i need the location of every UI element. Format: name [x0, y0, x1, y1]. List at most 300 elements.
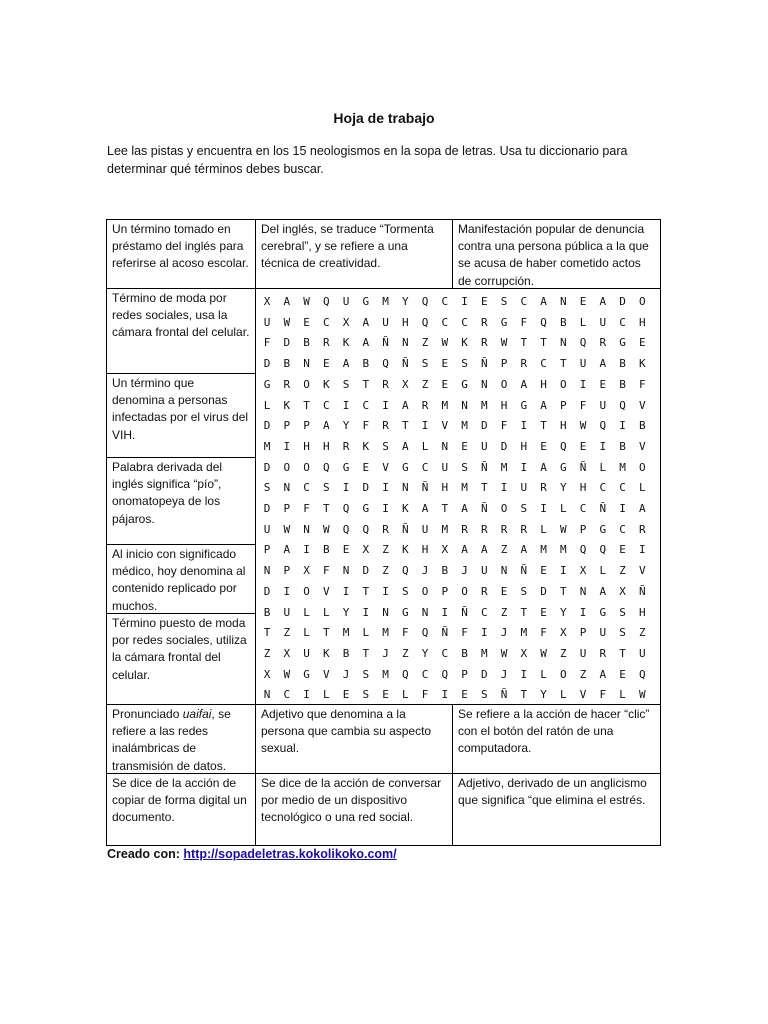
grid-letter[interactable]: N	[401, 481, 409, 495]
grid-letter[interactable]: I	[283, 584, 291, 598]
grid-letter[interactable]: Y	[401, 295, 409, 308]
grid-letter[interactable]: I	[303, 543, 310, 557]
grid-letter[interactable]: L	[559, 502, 567, 515]
grid-letter[interactable]: E	[461, 439, 468, 453]
grid-letter[interactable]: W	[500, 646, 508, 660]
grid-letter[interactable]: O	[559, 667, 567, 681]
grid-letter[interactable]: T	[303, 398, 310, 412]
grid-letter[interactable]: O	[638, 460, 646, 474]
grid-letter[interactable]: H	[540, 377, 547, 391]
grid-letter[interactable]: N	[480, 377, 488, 391]
grid-letter[interactable]: X	[441, 543, 449, 557]
grid-letter[interactable]: G	[500, 315, 508, 329]
grid-letter[interactable]: D	[283, 336, 291, 350]
grid-letter[interactable]: R	[599, 336, 607, 350]
grid-letter[interactable]: U	[263, 522, 271, 536]
grid-letter[interactable]: W	[441, 336, 449, 350]
grid-letter[interactable]: V	[322, 584, 330, 598]
grid-letter[interactable]: A	[599, 667, 607, 681]
grid-letter[interactable]: P	[441, 584, 449, 598]
grid-letter[interactable]: H	[401, 315, 409, 329]
grid-letter[interactable]: H	[579, 481, 587, 495]
grid-letter[interactable]: T	[322, 626, 330, 640]
grid-letter[interactable]: R	[540, 481, 547, 495]
grid-letter[interactable]: A	[461, 543, 468, 557]
grid-letter[interactable]: F	[461, 626, 468, 640]
grid-letter[interactable]: Ñ	[579, 460, 587, 474]
grid-letter[interactable]: N	[579, 584, 587, 598]
grid-letter[interactable]: U	[342, 295, 350, 308]
grid-letter[interactable]: Q	[579, 543, 587, 557]
grid-letter[interactable]: C	[441, 646, 449, 660]
grid-letter[interactable]: R	[283, 377, 291, 391]
grid-letter[interactable]: C	[303, 481, 310, 495]
grid-letter[interactable]: N	[263, 564, 271, 578]
grid-letter[interactable]: X	[362, 543, 370, 557]
grid-letter[interactable]: R	[382, 377, 389, 391]
grid-letter[interactable]: R	[480, 522, 488, 536]
grid-letter[interactable]: A	[520, 377, 528, 391]
grid-letter[interactable]: V	[638, 439, 646, 453]
grid-letter[interactable]: A	[599, 295, 607, 308]
grid-letter[interactable]: Y	[342, 605, 350, 619]
grid-letter[interactable]: Q	[362, 522, 370, 536]
grid-letter[interactable]: L	[322, 688, 330, 702]
grid-letter[interactable]: B	[619, 357, 626, 371]
grid-letter[interactable]: S	[619, 626, 626, 640]
grid-letter[interactable]: E	[619, 543, 626, 557]
grid-letter[interactable]: Q	[342, 522, 350, 536]
grid-letter[interactable]: Z	[638, 626, 646, 640]
grid-letter[interactable]: P	[579, 626, 587, 640]
grid-letter[interactable]: M	[382, 626, 389, 640]
grid-letter[interactable]: M	[480, 646, 488, 660]
grid-letter[interactable]: I	[382, 481, 389, 495]
grid-letter[interactable]: P	[559, 398, 567, 412]
grid-letter[interactable]: P	[263, 543, 271, 557]
grid-letter[interactable]: B	[283, 357, 291, 371]
grid-letter[interactable]: D	[263, 419, 271, 433]
grid-letter[interactable]: B	[303, 336, 310, 350]
grid-letter[interactable]: F	[401, 626, 409, 640]
grid-letter[interactable]: D	[500, 439, 508, 453]
grid-letter[interactable]: O	[283, 460, 291, 474]
grid-letter[interactable]: W	[303, 295, 310, 308]
grid-letter[interactable]: E	[303, 315, 310, 329]
grid-letter[interactable]: Ñ	[382, 336, 389, 350]
grid-letter[interactable]: F	[303, 502, 310, 515]
grid-letter[interactable]: A	[421, 502, 429, 515]
grid-letter[interactable]: N	[303, 357, 310, 371]
grid-letter[interactable]: Z	[382, 543, 389, 557]
grid-letter[interactable]: G	[362, 295, 370, 308]
grid-letter[interactable]: G	[303, 667, 310, 681]
grid-letter[interactable]: E	[322, 357, 330, 371]
grid-letter[interactable]: L	[322, 605, 330, 619]
grid-letter[interactable]: I	[362, 605, 370, 619]
grid-letter[interactable]: Z	[619, 564, 626, 578]
grid-letter[interactable]: F	[421, 688, 429, 702]
grid-letter[interactable]: B	[441, 564, 449, 578]
grid-letter[interactable]: G	[559, 460, 567, 474]
grid-letter[interactable]: S	[382, 439, 389, 453]
grid-letter[interactable]: Y	[540, 688, 547, 702]
grid-letter[interactable]: R	[382, 419, 389, 433]
grid-letter[interactable]: X	[263, 667, 271, 681]
grid-letter[interactable]: W	[283, 522, 291, 536]
grid-letter[interactable]: I	[579, 377, 587, 391]
grid-letter[interactable]: O	[303, 584, 310, 598]
grid-letter[interactable]: T	[559, 584, 567, 598]
grid-letter[interactable]: D	[362, 564, 370, 578]
grid-letter[interactable]: U	[263, 315, 271, 329]
grid-letter[interactable]: I	[559, 564, 567, 578]
grid-letter[interactable]: H	[638, 315, 646, 329]
grid-letter[interactable]: W	[322, 522, 330, 536]
grid-letter[interactable]: E	[540, 439, 547, 453]
grid-letter[interactable]: Q	[599, 543, 607, 557]
grid-letter[interactable]: C	[619, 481, 626, 495]
grid-letter[interactable]: S	[421, 357, 429, 371]
grid-letter[interactable]: I	[461, 295, 468, 308]
grid-letter[interactable]: Z	[382, 564, 389, 578]
grid-letter[interactable]: S	[619, 605, 626, 619]
grid-letter[interactable]: T	[520, 688, 528, 702]
grid-letter[interactable]: Z	[421, 336, 429, 350]
grid-letter[interactable]: N	[559, 336, 567, 350]
grid-letter[interactable]: A	[599, 584, 607, 598]
grid-letter[interactable]: Q	[619, 398, 626, 412]
grid-letter[interactable]: F	[540, 626, 547, 640]
grid-letter[interactable]: R	[480, 584, 488, 598]
grid-letter[interactable]: Ñ	[599, 502, 607, 515]
grid-letter[interactable]: F	[520, 315, 528, 329]
grid-letter[interactable]: S	[401, 584, 409, 598]
grid-letter[interactable]: F	[500, 419, 508, 433]
grid-letter[interactable]: E	[579, 295, 587, 308]
grid-letter[interactable]: B	[619, 439, 626, 453]
grid-letter[interactable]: U	[480, 439, 488, 453]
grid-letter[interactable]: D	[263, 357, 271, 371]
grid-letter[interactable]: E	[619, 667, 626, 681]
grid-letter[interactable]: L	[619, 688, 626, 702]
grid-letter[interactable]: I	[619, 502, 626, 515]
grid-letter[interactable]: W	[283, 667, 291, 681]
grid-letter[interactable]: L	[303, 605, 310, 619]
grid-letter[interactable]: M	[441, 522, 449, 536]
grid-letter[interactable]: C	[362, 398, 370, 412]
grid-letter[interactable]: F	[638, 377, 646, 391]
grid-letter[interactable]: L	[599, 460, 607, 474]
grid-letter[interactable]: E	[342, 688, 350, 702]
grid-letter[interactable]: G	[599, 522, 607, 536]
grid-letter[interactable]: M	[559, 543, 567, 557]
grid-letter[interactable]: D	[263, 502, 271, 515]
grid-letter[interactable]: I	[382, 398, 389, 412]
grid-letter[interactable]: R	[638, 522, 646, 536]
grid-letter[interactable]: N	[559, 295, 567, 308]
grid-letter[interactable]: A	[520, 543, 528, 557]
grid-letter[interactable]: L	[638, 481, 646, 495]
grid-letter[interactable]: E	[342, 543, 350, 557]
grid-letter[interactable]: O	[559, 377, 567, 391]
word-search-grid[interactable]	[255, 288, 661, 705]
grid-letter[interactable]: B	[559, 315, 567, 329]
grid-letter[interactable]: S	[520, 502, 528, 515]
grid-letter[interactable]: E	[599, 377, 607, 391]
grid-letter[interactable]: K	[401, 543, 409, 557]
grid-letter[interactable]: I	[599, 439, 607, 453]
grid-letter[interactable]: Z	[579, 667, 587, 681]
grid-letter[interactable]: I	[540, 502, 547, 515]
grid-letter[interactable]: R	[480, 336, 488, 350]
grid-letter[interactable]: S	[520, 584, 528, 598]
grid-letter[interactable]: M	[461, 419, 468, 433]
grid-letter[interactable]: C	[322, 398, 330, 412]
grid-letter[interactable]: X	[520, 646, 528, 660]
grid-letter[interactable]: U	[599, 398, 607, 412]
grid-letter[interactable]: H	[441, 481, 449, 495]
grid-letter[interactable]: Q	[638, 667, 646, 681]
grid-letter[interactable]: R	[461, 522, 468, 536]
grid-letter[interactable]: C	[599, 481, 607, 495]
grid-letter[interactable]: I	[520, 667, 528, 681]
grid-letter[interactable]: R	[520, 522, 528, 536]
grid-letter[interactable]: L	[599, 564, 607, 578]
grid-letter[interactable]: C	[619, 522, 626, 536]
grid-letter[interactable]: Ñ	[401, 357, 409, 371]
grid-letter[interactable]: D	[540, 584, 547, 598]
grid-letter[interactable]: Z	[401, 646, 409, 660]
grid-letter[interactable]: B	[342, 646, 350, 660]
grid-letter[interactable]: A	[401, 398, 409, 412]
grid-letter[interactable]: Z	[500, 605, 508, 619]
grid-letter[interactable]: K	[461, 336, 468, 350]
grid-letter[interactable]: Q	[579, 336, 587, 350]
grid-letter[interactable]: A	[540, 295, 547, 308]
grid-letter[interactable]: K	[283, 398, 291, 412]
grid-letter[interactable]: K	[342, 336, 350, 350]
grid-letter[interactable]: I	[342, 481, 350, 495]
grid-letter[interactable]: E	[461, 688, 468, 702]
grid-letter[interactable]: V	[579, 688, 587, 702]
grid-letter[interactable]: C	[421, 667, 429, 681]
grid-letter[interactable]: I	[421, 419, 429, 433]
grid-letter[interactable]: A	[401, 439, 409, 453]
grid-letter[interactable]: D	[263, 460, 271, 474]
grid-letter[interactable]: I	[520, 419, 528, 433]
grid-letter[interactable]: Ñ	[520, 564, 528, 578]
grid-letter[interactable]: A	[638, 502, 646, 515]
grid-letter[interactable]: E	[362, 460, 370, 474]
grid-letter[interactable]: X	[579, 564, 587, 578]
grid-letter[interactable]: G	[599, 605, 607, 619]
grid-letter[interactable]: K	[322, 646, 330, 660]
grid-letter[interactable]: B	[263, 605, 271, 619]
grid-letter[interactable]: R	[520, 357, 528, 371]
footer-link[interactable]: http://sopadeletras.kokolikoko.com/	[183, 847, 397, 861]
grid-letter[interactable]: U	[579, 646, 587, 660]
grid-letter[interactable]: R	[480, 315, 488, 329]
grid-letter[interactable]: K	[638, 357, 646, 371]
grid-letter[interactable]: T	[362, 377, 370, 391]
grid-letter[interactable]: T	[263, 626, 271, 640]
grid-letter[interactable]: Ñ	[461, 605, 468, 619]
grid-letter[interactable]: P	[579, 522, 587, 536]
grid-letter[interactable]: N	[441, 439, 449, 453]
grid-letter[interactable]: D	[619, 295, 626, 308]
grid-letter[interactable]: N	[382, 605, 389, 619]
grid-letter[interactable]: M	[540, 543, 547, 557]
grid-letter[interactable]: A	[342, 357, 350, 371]
grid-letter[interactable]: K	[401, 502, 409, 515]
grid-letter[interactable]: N	[461, 398, 468, 412]
grid-letter[interactable]: T	[401, 419, 409, 433]
grid-letter[interactable]: L	[540, 667, 547, 681]
grid-letter[interactable]: G	[619, 336, 626, 350]
grid-letter[interactable]: U	[421, 522, 429, 536]
grid-letter[interactable]: T	[480, 481, 488, 495]
grid-letter[interactable]: X	[283, 646, 291, 660]
grid-letter[interactable]: B	[322, 543, 330, 557]
grid-letter[interactable]: M	[382, 295, 389, 308]
grid-letter[interactable]: V	[382, 460, 389, 474]
grid-letter[interactable]: U	[599, 315, 607, 329]
grid-letter[interactable]: P	[461, 667, 468, 681]
grid-letter[interactable]: N	[342, 564, 350, 578]
grid-letter[interactable]: I	[520, 460, 528, 474]
grid-letter[interactable]: M	[342, 626, 350, 640]
grid-letter[interactable]: T	[362, 646, 370, 660]
grid-letter[interactable]: X	[342, 315, 350, 329]
grid-letter[interactable]: I	[500, 481, 508, 495]
grid-letter[interactable]: A	[540, 398, 547, 412]
grid-letter[interactable]: M	[461, 481, 468, 495]
grid-letter[interactable]: N	[303, 522, 310, 536]
grid-letter[interactable]: P	[283, 564, 291, 578]
grid-letter[interactable]: J	[461, 564, 468, 578]
grid-letter[interactable]: Z	[283, 626, 291, 640]
grid-letter[interactable]: F	[322, 564, 330, 578]
grid-letter[interactable]: L	[559, 688, 567, 702]
grid-letter[interactable]: W	[559, 522, 567, 536]
grid-letter[interactable]: I	[619, 419, 626, 433]
grid-letter[interactable]: T	[520, 336, 528, 350]
grid-letter[interactable]: V	[441, 419, 449, 433]
grid-letter[interactable]: X	[263, 295, 271, 308]
grid-letter[interactable]: I	[382, 584, 389, 598]
grid-letter[interactable]: U	[599, 626, 607, 640]
grid-letter[interactable]: C	[322, 315, 330, 329]
grid-letter[interactable]: G	[342, 460, 350, 474]
grid-letter[interactable]: S	[500, 295, 508, 308]
grid-letter[interactable]: O	[638, 295, 646, 308]
grid-letter[interactable]: T	[619, 646, 626, 660]
grid-letter[interactable]: M	[520, 626, 528, 640]
grid-letter[interactable]: G	[401, 460, 409, 474]
grid-letter[interactable]: A	[362, 336, 370, 350]
grid-letter[interactable]: P	[283, 502, 291, 515]
grid-letter[interactable]: Q	[599, 419, 607, 433]
grid-letter[interactable]: N	[401, 336, 409, 350]
grid-letter[interactable]: T	[540, 419, 547, 433]
grid-letter[interactable]: C	[283, 688, 291, 702]
grid-letter[interactable]: T	[520, 605, 528, 619]
grid-letter[interactable]: N	[283, 481, 291, 495]
grid-letter[interactable]: Q	[322, 460, 330, 474]
grid-letter[interactable]: G	[461, 377, 468, 391]
grid-letter[interactable]: N	[500, 564, 508, 578]
grid-letter[interactable]: A	[480, 543, 488, 557]
grid-letter[interactable]: H	[500, 398, 508, 412]
grid-letter[interactable]: R	[599, 646, 607, 660]
grid-letter[interactable]: S	[263, 481, 271, 495]
grid-letter[interactable]: D	[480, 667, 488, 681]
grid-letter[interactable]: E	[540, 564, 547, 578]
grid-letter[interactable]: M	[500, 460, 508, 474]
grid-letter[interactable]: Z	[559, 646, 567, 660]
grid-letter[interactable]: Q	[401, 564, 409, 578]
grid-letter[interactable]: D	[362, 481, 370, 495]
grid-letter[interactable]: Ñ	[401, 522, 409, 536]
grid-letter[interactable]: E	[638, 336, 646, 350]
grid-letter[interactable]: I	[579, 605, 587, 619]
grid-letter[interactable]: R	[382, 522, 389, 536]
grid-letter[interactable]: T	[322, 502, 330, 515]
grid-letter[interactable]: O	[303, 377, 310, 391]
grid-letter[interactable]: Ñ	[480, 357, 488, 371]
grid-letter[interactable]: X	[401, 377, 409, 391]
grid-letter[interactable]: U	[283, 605, 291, 619]
grid-letter[interactable]: X	[303, 564, 310, 578]
grid-letter[interactable]: J	[500, 667, 508, 681]
grid-letter[interactable]: H	[520, 439, 528, 453]
grid-letter[interactable]: V	[322, 667, 330, 681]
grid-letter[interactable]: M	[382, 667, 389, 681]
grid-letter[interactable]: G	[263, 377, 271, 391]
grid-letter[interactable]: E	[579, 439, 587, 453]
grid-letter[interactable]: A	[540, 460, 547, 474]
grid-letter[interactable]: N	[263, 688, 271, 702]
grid-letter[interactable]: J	[382, 646, 389, 660]
grid-letter[interactable]: W	[540, 646, 547, 660]
grid-letter[interactable]: I	[638, 543, 646, 557]
grid-letter[interactable]: Y	[342, 419, 350, 433]
grid-letter[interactable]: A	[362, 315, 370, 329]
grid-letter[interactable]: P	[303, 419, 310, 433]
grid-letter[interactable]: S	[362, 667, 370, 681]
grid-letter[interactable]: T	[559, 357, 567, 371]
grid-letter[interactable]: L	[579, 315, 587, 329]
grid-letter[interactable]: O	[461, 584, 468, 598]
grid-letter[interactable]: V	[638, 398, 646, 412]
grid-letter[interactable]: N	[421, 605, 429, 619]
grid-letter[interactable]: W	[579, 419, 587, 433]
grid-letter[interactable]: O	[500, 377, 508, 391]
grid-letter[interactable]: S	[480, 688, 488, 702]
grid-letter[interactable]: T	[441, 502, 449, 515]
grid-letter[interactable]: F	[263, 336, 271, 350]
grid-letter[interactable]: Q	[421, 295, 429, 308]
grid-letter[interactable]: T	[540, 336, 547, 350]
grid-letter[interactable]: Ñ	[500, 688, 508, 702]
grid-letter[interactable]: X	[619, 584, 626, 598]
grid-letter[interactable]: G	[520, 398, 528, 412]
grid-letter[interactable]: R	[342, 439, 350, 453]
grid-letter[interactable]: J	[342, 667, 350, 681]
grid-letter[interactable]: U	[303, 646, 310, 660]
grid-letter[interactable]: M	[263, 439, 271, 453]
